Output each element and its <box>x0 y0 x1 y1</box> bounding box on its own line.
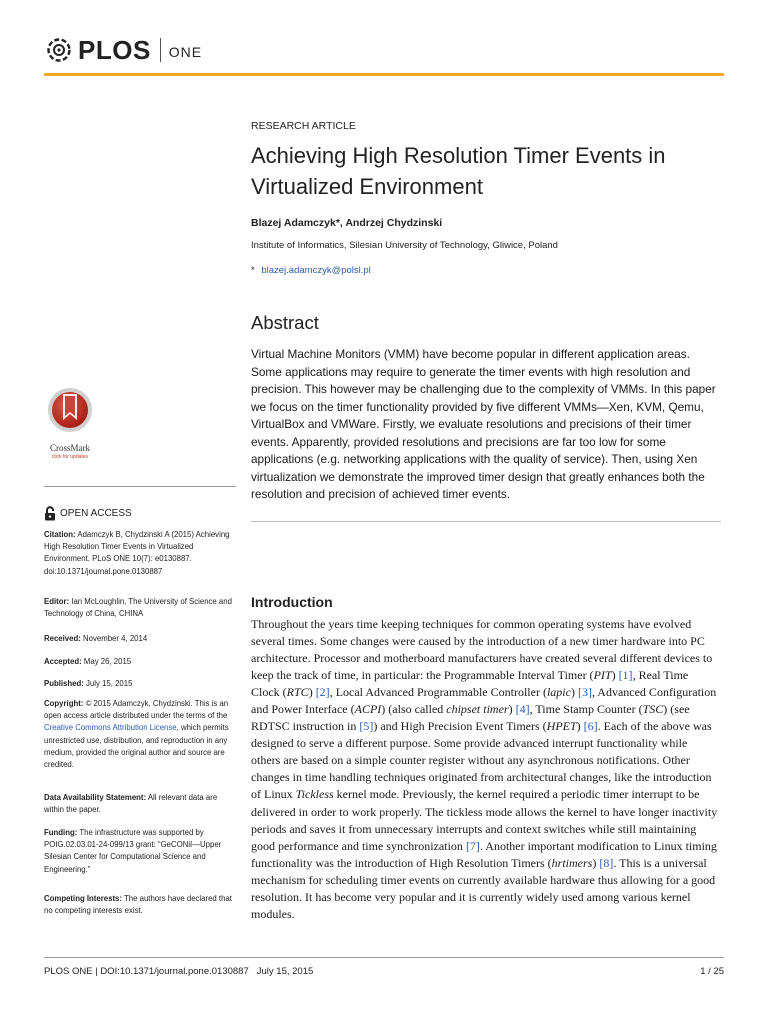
logo-divider <box>160 38 161 62</box>
logo-wordmark: PLOS <box>78 34 151 65</box>
intro-text-run: ) <box>308 685 316 700</box>
reference-link[interactable]: [5] <box>359 719 374 734</box>
intro-term: Tickless <box>295 787 334 802</box>
footer-doi: PLOS ONE | DOI:10.1371/journal.pone.0130887 <box>44 966 249 977</box>
abstract-text: Virtual Machine Monitors (VMM) have become popular in different application areas. Some applications may require to generate the timer events with high resolution and precision. This however may be challenging due to the complexity of VMMs. In this paper we focus on the timer functionality provided by five different VMMs—Xen, KVM, Qemu, VirtualBox and VMWare. Firstly, we evaluate resolutions and precisions of their timer events. Apparently, provided resolutions and precisions are far too low for some applications (e.g. networking applications with the quality of service). Then, using Xen virtualization we demonstrate the improved timer design that greatly enhances both the resolution and precision of achieved timer events. <box>251 347 716 501</box>
received-date <box>44 633 234 645</box>
copyright-text: © 2015 Adamczyk, Chydzinski. This is an open access article distributed under the terms of the <box>44 699 229 721</box>
intro-term: hrtimers <box>551 855 593 870</box>
abstract-divider <box>251 521 721 522</box>
data-availability-label: Data Availability Statement: <box>44 793 147 802</box>
published-date <box>44 678 234 690</box>
intro-text-run: ) (also called <box>381 702 447 717</box>
reference-link[interactable]: [7] <box>465 838 480 853</box>
email-marker: * <box>251 265 255 276</box>
funding-label: Funding: <box>44 828 78 837</box>
intro-text-run: , Real Time Clock ( <box>251 668 689 700</box>
copyright-label: Copyright: <box>44 699 84 708</box>
intro-text-run: ) <box>508 702 516 717</box>
published-label: Published: <box>44 679 84 688</box>
competing-interests-text: The authors have declared that no competing interests exist. <box>44 894 232 916</box>
page-number: 1 / 25 <box>700 966 724 977</box>
data-availability <box>44 792 234 816</box>
footer-date: July 15, 2015 <box>256 966 314 977</box>
received-label: Received: <box>44 634 81 643</box>
received-text: November 4, 2014 <box>83 634 148 643</box>
crossmark-icon <box>44 384 96 436</box>
header-rule <box>44 73 724 76</box>
intro-text-run: kernel mode. Previously, the kernel required a periodic timer interrupt to be delivered in order to work properly. The tickless mode allows the kernel to have longer inactivity periods and saves it from unnecessary interrupts and context switches while still maintaining good performance and time synchronization <box>251 787 718 853</box>
accepted-label: Accepted: <box>44 657 82 666</box>
corresponding-email <box>251 265 371 276</box>
competing-interests <box>44 893 234 917</box>
open-lock-icon <box>44 506 56 521</box>
crossmark-label: CrossMark <box>50 443 90 453</box>
intro-text-run: . This is a universal mechanism for scheduling timer events on currently available hardware thus allowing for a good resolution. It has become very popular and it is currently widely used among various kernel modules. <box>251 855 716 921</box>
copyright <box>44 698 234 771</box>
intro-term: chipset timer <box>446 702 509 717</box>
intro-term: RTC <box>286 685 309 700</box>
open-access-label: OPEN ACCESS <box>60 508 132 519</box>
intro-text-run: ) <box>592 855 600 870</box>
data-availability-text: All relevant data are within the paper. <box>44 793 218 815</box>
intro-term: PIT <box>593 668 612 683</box>
intro-text-run: ) and High Precision Event Timers ( <box>373 719 547 734</box>
intro-term: TSC <box>642 702 664 717</box>
open-access-badge <box>44 506 132 521</box>
crossmark-badge[interactable] <box>44 384 96 460</box>
authors: Blazej Adamczyk*, Andrzej Chydzinski <box>251 217 443 229</box>
reference-link[interactable]: [4] <box>515 702 530 717</box>
intro-text-run: ) <box>611 668 619 683</box>
article-type: RESEARCH ARTICLE <box>251 120 356 132</box>
citation <box>44 529 234 578</box>
citation-label: Citation: <box>44 530 76 539</box>
introduction-text <box>251 616 719 923</box>
plos-logo-icon <box>44 35 74 65</box>
copyright-text-end: , which permits unrestricted use, distribution, and reproduction in any medium, provided the original author and source are credited. <box>44 723 229 770</box>
intro-text-run: Throughout the years time keeping techniques for common operating systems have evolved several times. Some changes were caused by the introduction of a new timer hardware into PC architecture. Processor and motherboard manufacturers have created several different devices to keep the track of time, in particular: the Programmable Interval Timer ( <box>251 617 713 683</box>
intro-term: ACPI <box>354 702 382 717</box>
editor-text: Ian McLoughlin, The University of Science and Technology of China, CHINA <box>44 597 232 619</box>
reference-link[interactable]: [1] <box>618 668 633 683</box>
intro-text-run: . Each of the above was designed to serve a different purpose. Some provide advanced interrupt functionality while others are based on a simple counter register without any asynchronous notifications. Other changes in time handling techniques originated from architectural changes, like the introduction of Linux <box>251 719 712 802</box>
email-link[interactable]: blazej.adamczyk@polsl.pl <box>261 265 371 276</box>
crossmark-sublabel: click for updates <box>51 454 89 460</box>
reference-link[interactable]: [8] <box>599 855 614 870</box>
intro-text-run: , Advanced Configuration and Power Interface ( <box>251 685 717 717</box>
intro-text-run: ) (see RDTSC instruction in <box>251 702 690 734</box>
intro-text-run: , Local Advanced Programmable Controller ( <box>329 685 547 700</box>
footer-journal-doi <box>44 966 313 977</box>
intro-text-run: , Time Stamp Counter ( <box>529 702 643 717</box>
plos-logo[interactable] <box>44 34 202 66</box>
competing-interests-label: Competing Interests: <box>44 894 122 903</box>
intro-term: lapic <box>546 685 571 700</box>
introduction-heading: Introduction <box>251 594 333 610</box>
editor <box>44 596 234 620</box>
license-link[interactable]: Creative Commons Attribution License <box>44 723 177 733</box>
accepted-text: May 26, 2015 <box>83 657 132 666</box>
sidebar-divider <box>44 486 236 487</box>
accepted-date <box>44 656 234 668</box>
reference-link[interactable]: [2] <box>315 685 330 700</box>
article-title: Achieving High Resolution Timer Events in Virtualized Environment <box>251 143 666 199</box>
editor-label: Editor: <box>44 597 70 606</box>
intro-text-run: ) <box>570 685 578 700</box>
citation-text: Adamczyk B, Chydzinski A (2015) Achieving High Resolution Timer Events in Virtualized Environment. PLoS ONE 10(7): e0130887. doi:10.1371/journal.pone.0130887 <box>44 530 230 576</box>
logo-journal: ONE <box>168 43 203 60</box>
intro-term: HPET <box>546 719 577 734</box>
funding-text: The infrastructure was supported by POIG.02.03.01-24-099/13 grant: “GeCONiI—Upper Silesian Center for Computational Science and Engineering.” <box>44 828 222 874</box>
funding <box>44 827 234 876</box>
intro-text-run: ) <box>576 719 584 734</box>
affiliation: Institute of Informatics, Silesian University of Technology, Gliwice, Poland <box>251 240 558 251</box>
abstract-heading: Abstract <box>251 312 319 333</box>
intro-text-run: . Another important modification to Linux timing functionality was the introduction of High Resolution Timers ( <box>251 838 717 870</box>
published-text: July 15, 2015 <box>86 679 133 688</box>
reference-link[interactable]: [3] <box>577 685 592 700</box>
reference-link[interactable]: [6] <box>583 719 598 734</box>
footer-divider <box>44 957 724 958</box>
